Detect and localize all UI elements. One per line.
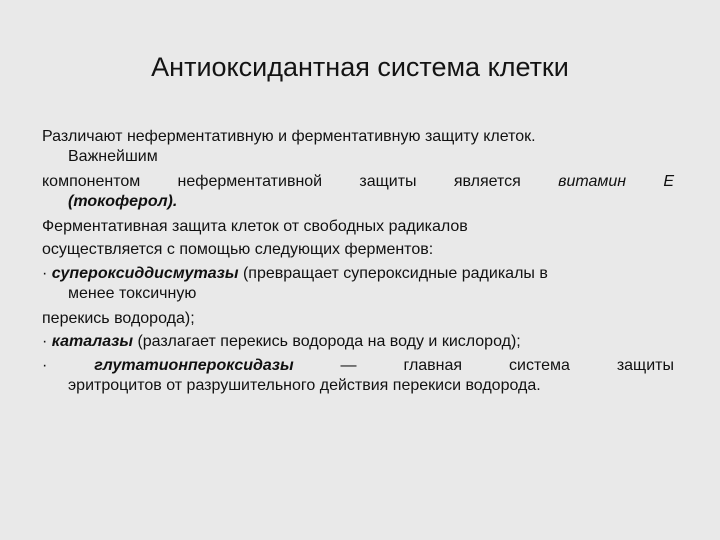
enzyme-term: супероксиддисмутазы [51, 265, 239, 282]
list-item-catalase [42, 333, 521, 351]
text-line-2: Важнейшим [68, 148, 158, 165]
text-line-6: осуществляется с помощью следующих ферментов: [42, 241, 434, 258]
enzyme-description: (превращает супероксидные радикалы в [242, 265, 548, 282]
text-line-8: менее токсичную [68, 285, 197, 302]
enzyme-term: глутатионпероксидазы [94, 357, 294, 374]
em-dash: — [340, 357, 357, 374]
bullet: · [42, 357, 48, 374]
enzyme-description: (разлагает перекись водорода на воду и кислород); [137, 333, 521, 350]
text-word: является [453, 173, 521, 190]
text-line-5: Ферментативная защита клеток от свободных радикалов [42, 218, 468, 235]
text-line-12: эритроцитов от разрушительного действия перекиси водорода. [68, 377, 541, 394]
text-line-3 [42, 173, 674, 191]
text-line-1: Различают нeферментативную и ферментативную защиту клеток. [42, 128, 536, 145]
tocopherol-term: (токоферол). [68, 193, 178, 210]
text-word: нeферментативной [177, 173, 323, 190]
vitamin-e-term: витамин Е [558, 173, 675, 190]
text-word: система [509, 357, 570, 374]
bullet: · [42, 333, 48, 350]
bullet: · [42, 265, 48, 282]
text-word: компонентом [42, 173, 141, 190]
text-word: защиты [616, 357, 674, 374]
list-item-superoxide-dismutase [42, 265, 548, 283]
text-line-9: перекись водорода); [42, 310, 195, 327]
list-item-glutathione-peroxidase [42, 357, 674, 375]
enzyme-term: каталазы [51, 333, 133, 350]
slide-title: Антиоксидантная система клетки [151, 52, 569, 82]
text-word: главная [403, 357, 463, 374]
text-word: защиты [359, 173, 417, 190]
